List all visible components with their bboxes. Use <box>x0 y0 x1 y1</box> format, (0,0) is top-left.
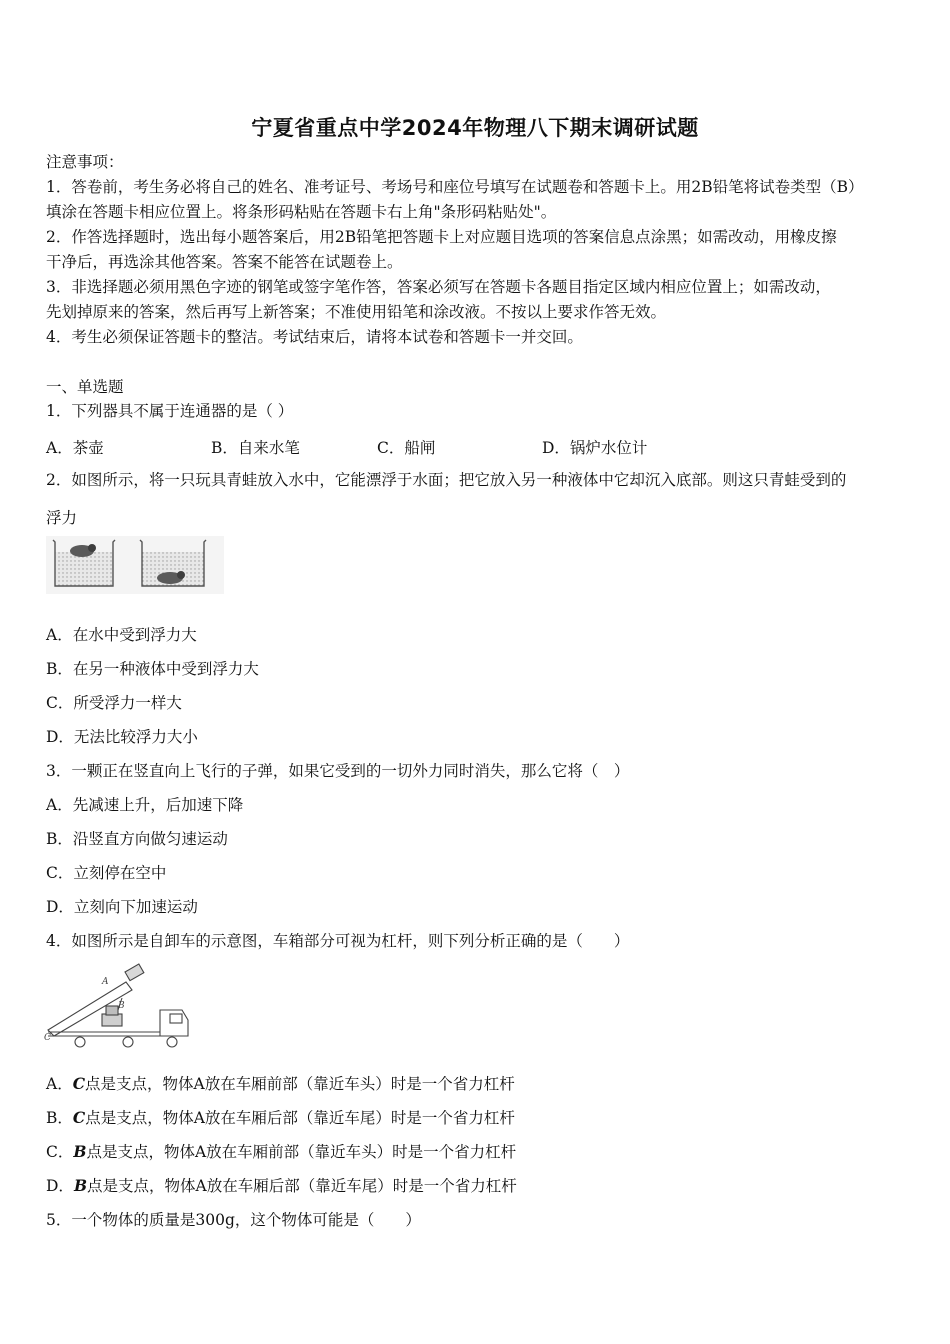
notice-line: 填涂在答题卡相应位置上。将条形码粘贴在答题卡右上角"条形码粘贴处"。 <box>46 203 557 221</box>
wheel <box>75 1037 85 1047</box>
q4-option-d-point: B <box>73 1176 88 1195</box>
page-title: 宁夏省重点中学2024年物理八下期末调研试题 <box>251 116 699 140</box>
q1-option-d: D．锅炉水位计 <box>542 439 648 457</box>
notice-line: 先划掉原来的答案，然后再写上新答案；不准使用铅笔和涂改液。不按以上要求作答无效。 <box>46 303 667 321</box>
q5-stem: 5．一个物体的质量是300g，这个物体可能是（ ） <box>46 1211 421 1229</box>
wheel <box>167 1037 177 1047</box>
notice-line: 1．答卷前，考生务必将自己的姓名、准考证号、考场号和座位号填写在试题卷和答题卡上。用2B铅笔将试卷类型（B） <box>46 178 864 196</box>
q4-stem: 4．如图所示是自卸车的示意图，车箱部分可视为杠杆，则下列分析正确的是（ ） <box>46 932 630 950</box>
label-c: C <box>44 1033 51 1043</box>
q4-option-d <box>46 1176 517 1196</box>
wheel <box>123 1037 133 1047</box>
q4-option-c-text: 点是支点，物体A放在车厢前部（靠近车头）时是一个省力杠杆 <box>86 1143 517 1161</box>
q2-option-c: C．所受浮力一样大 <box>46 694 182 712</box>
q4-option-d-prefix: D． <box>46 1177 74 1195</box>
q1-option-b: B．自来水笔 <box>211 439 300 457</box>
notice-heading: 注意事项： <box>46 153 124 171</box>
q1-option-a: A．茶壶 <box>46 439 104 457</box>
q2-option-d: D．无法比较浮力大小 <box>46 728 198 746</box>
q4-option-a-text: 点是支点，物体A放在车厢前部（靠近车头）时是一个省力杠杆 <box>85 1075 515 1093</box>
q3-stem: 3．一颗正在竖直向上飞行的子弹，如果它受到的一切外力同时消失，那么它将（ ） <box>46 762 630 780</box>
label-a: A <box>102 977 109 987</box>
dump-truck-figure <box>42 962 192 1052</box>
notice-line: 3．非选择题必须用黑色字迹的钢笔或签字笔作答，答案必须写在答题卡各题目指定区域内相应位置上；如需改动， <box>46 278 831 296</box>
q1-stem: 1．下列器具不属于连通器的是（ ） <box>46 402 294 420</box>
label-b: B <box>118 1001 125 1011</box>
q4-option-c-point: B <box>73 1142 87 1161</box>
q4-option-c-prefix: C． <box>46 1143 74 1161</box>
q3-option-b: B．沿竖直方向做匀速运动 <box>46 830 228 848</box>
q4-option-b-point: C <box>72 1108 86 1127</box>
q2-stem-line1: 2．如图所示，将一只玩具青蛙放入水中，它能漂浮于水面；把它放入另一种液体中它却沉入底部。则这只青蛙受到的 <box>46 471 847 489</box>
q3-option-a: A．先减速上升，后加速下降 <box>46 796 244 814</box>
q4-option-a-point: C <box>72 1074 86 1093</box>
q4-option-a-prefix: A． <box>46 1075 73 1093</box>
q2-option-b: B．在另一种液体中受到浮力大 <box>46 660 259 678</box>
q4-option-d-text: 点是支点，物体A放在车厢后部（靠近车尾）时是一个省力杠杆 <box>87 1177 517 1195</box>
notice-line: 干净后，再选涂其他答案。答案不能答在试题卷上。 <box>46 253 403 271</box>
q3-option-c: C．立刻停在空中 <box>46 864 167 882</box>
q4-option-b-prefix: B． <box>46 1109 73 1127</box>
hydraulic-lift <box>102 1014 122 1026</box>
object-a <box>125 964 144 981</box>
q2-stem-line2: 浮力 <box>46 509 78 527</box>
frog-beakers-figure <box>46 536 224 594</box>
notice-line: 2．作答选择题时，选出每小题答案后，用2B铅笔把答题卡上对应题目选项的答案信息点涂黑；如需改动，用橡皮擦 <box>46 228 837 246</box>
q4-option-a <box>46 1074 515 1094</box>
q4-option-b <box>46 1108 515 1128</box>
section-heading: 一、单选题 <box>46 378 124 396</box>
q4-option-b-text: 点是支点，物体A放在车厢后部（靠近车尾）时是一个省力杠杆 <box>85 1109 515 1127</box>
notice-line: 4．考生必须保证答题卡的整洁。考试结束后，请将本试卷和答题卡一并交回。 <box>46 328 583 346</box>
q4-option-c <box>46 1142 516 1162</box>
q2-option-a: A．在水中受到浮力大 <box>46 626 197 644</box>
q3-option-d: D．立刻向下加速运动 <box>46 898 198 916</box>
q1-option-c: C．船闸 <box>377 439 436 457</box>
